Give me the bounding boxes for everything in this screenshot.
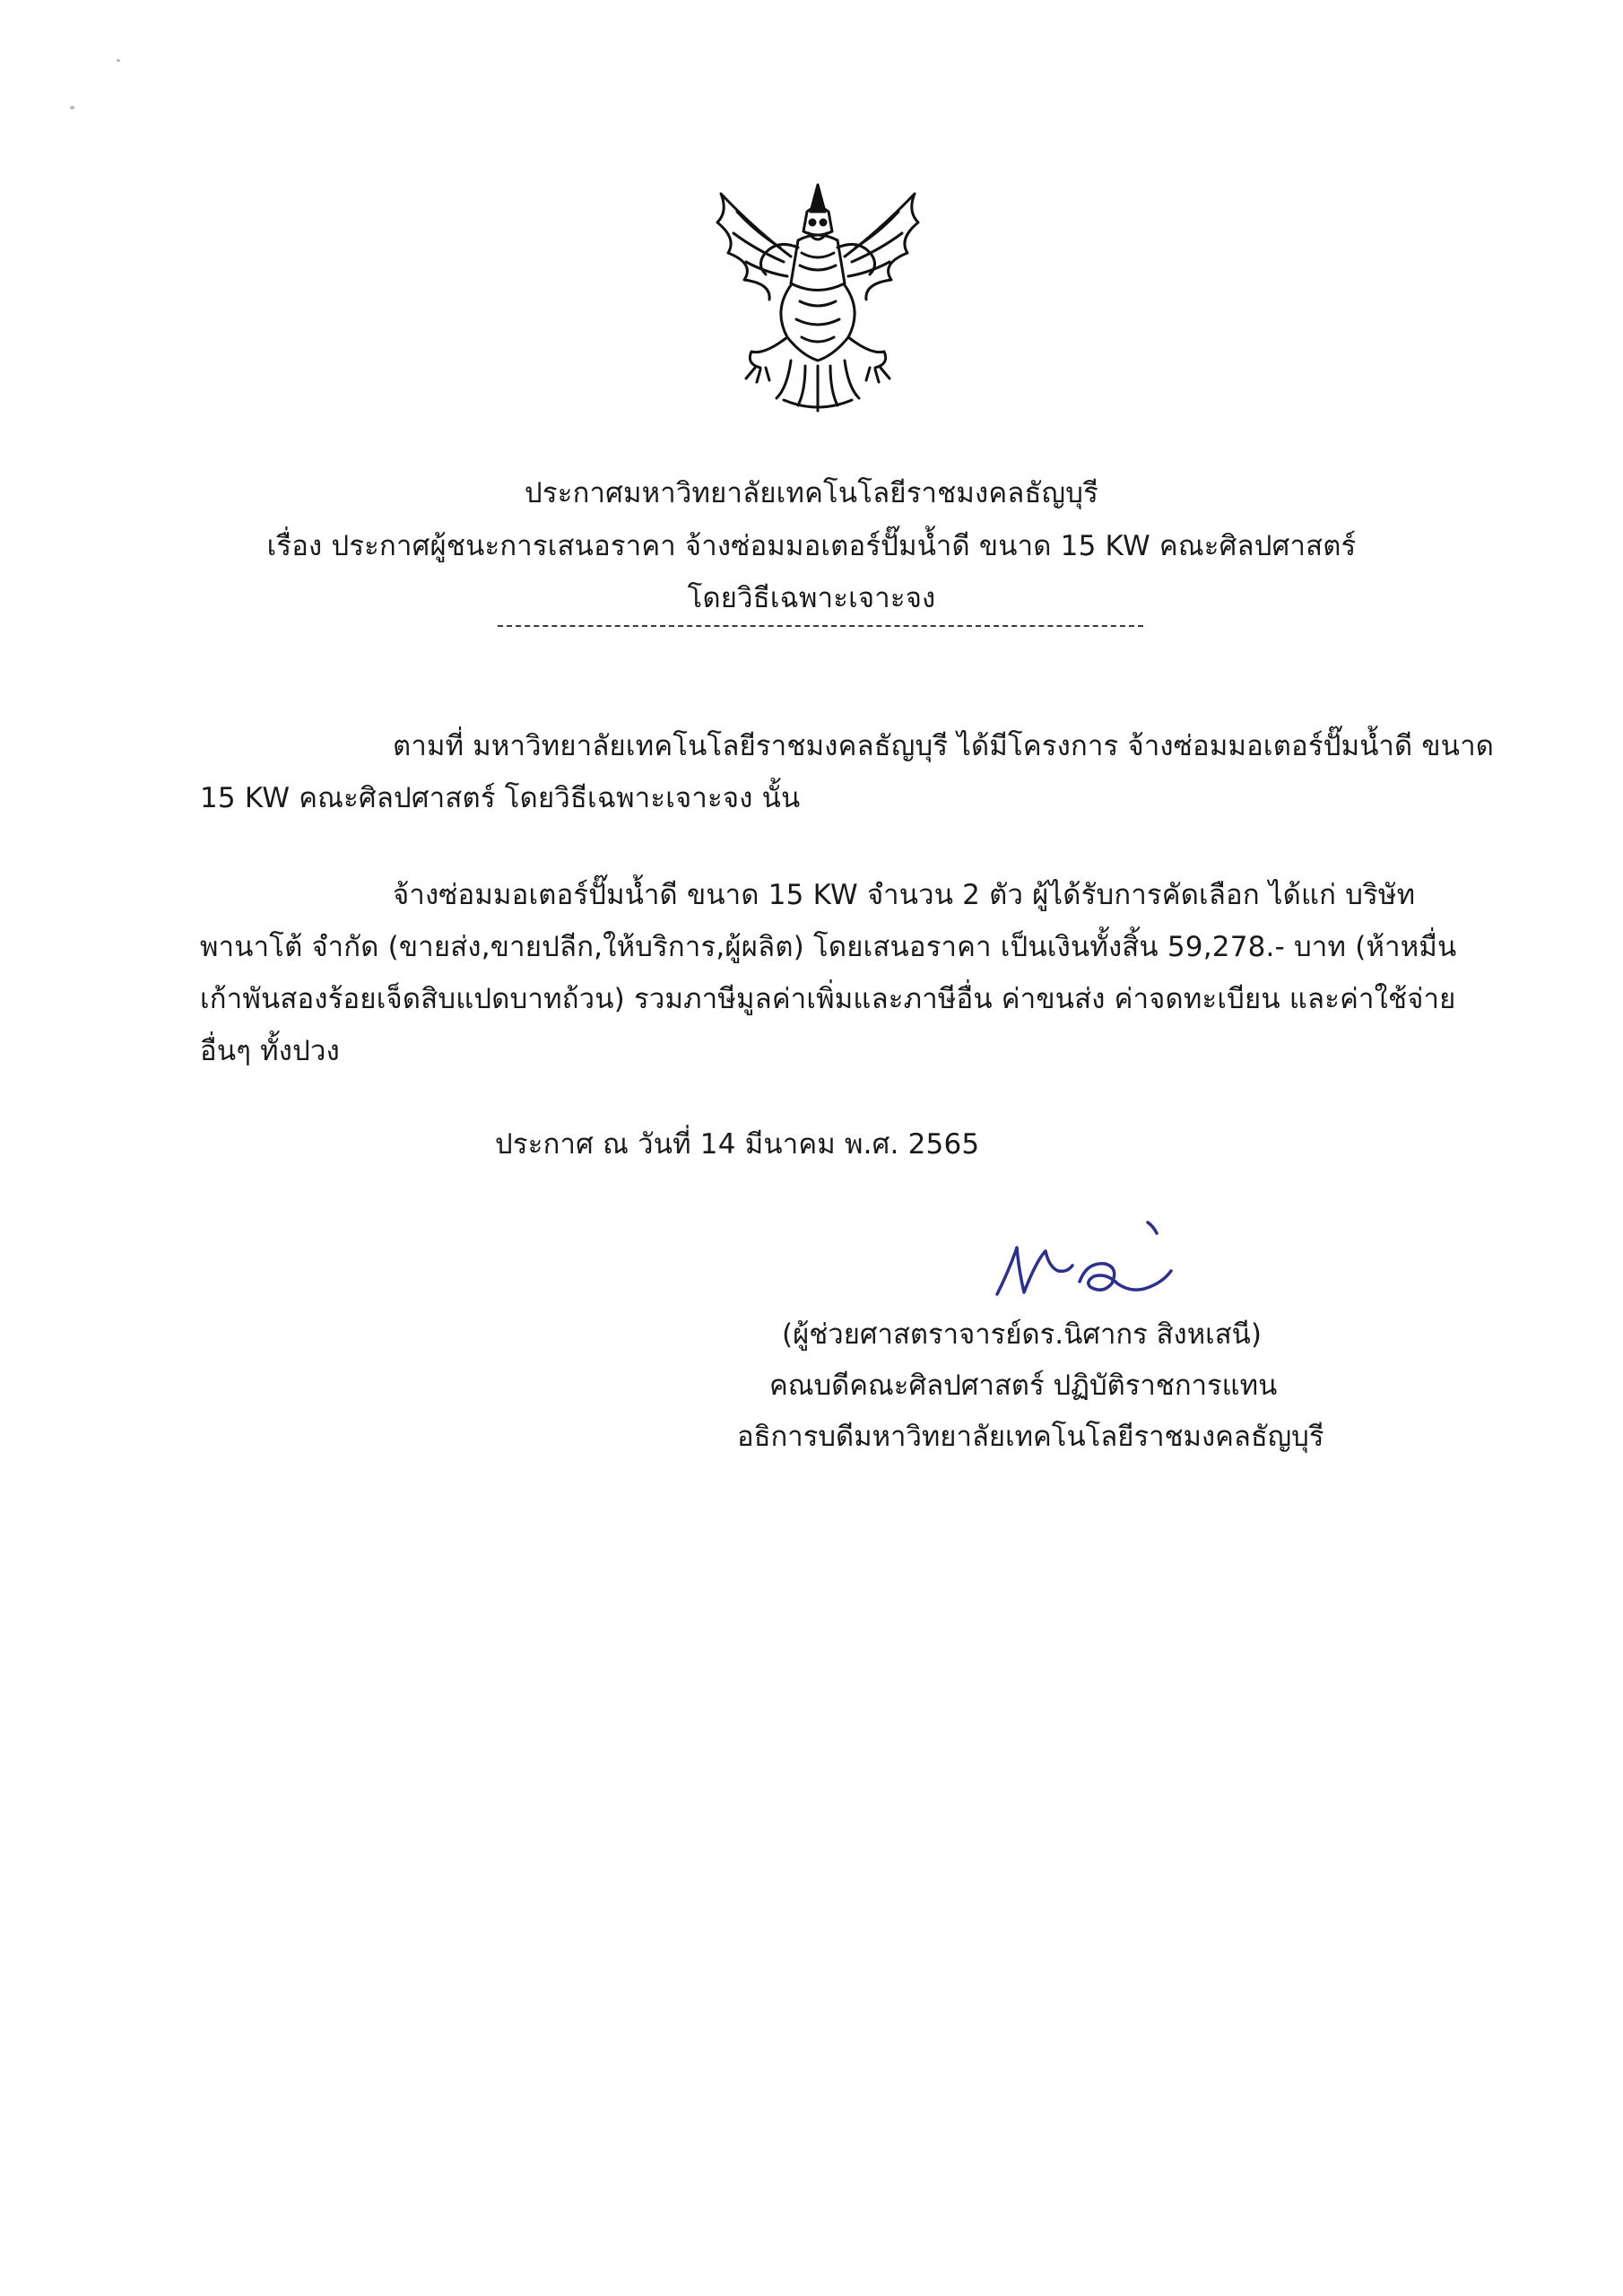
announcement-subject: เรื่อง ประกาศผู้ชนะการเสนอราคา จ้างซ่อมมอเตอร์ปั๊มน้ำดี ขนาด 15 KW คณะศิลปศาสตร์: [266, 530, 1357, 562]
paragraph-1-line: ตามที่ มหาวิทยาลัยเทคโนโลยีราชมงคลธัญบุรี ได้มีโครงการ จ้างซ่อมมอเตอร์ปั๊มน้ำดี ขนาด: [393, 730, 1495, 762]
handwritten-signature: [986, 1206, 1211, 1314]
announcement-date: ประกาศ ณ วันที่ 14 มีนาคม พ.ศ. 2565: [495, 1128, 980, 1161]
header-divider: [498, 625, 1143, 627]
signatory-on-behalf: อธิการบดีมหาวิทยาลัยเทคโนโลยีราชมงคลธัญบุรี: [737, 1421, 1324, 1453]
scan-speck: [70, 106, 74, 109]
paragraph-2-line: อื่นๆ ทั้งปวง: [200, 1035, 340, 1067]
scan-speck: [117, 59, 120, 62]
paragraph-1-line: 15 KW คณะศิลปศาสตร์ โดยวิธีเฉพาะเจาะจง นั้น: [200, 782, 801, 814]
paragraph-2-line: พานาโต้ จำกัด (ขายส่ง,ขายปลีก,ให้บริการ,ผู้ผลิต) โดยเสนอราคา เป็นเงินทั้งสิ้น 59,278.- บาท (ห้าหมื่น: [200, 931, 1457, 963]
announcement-method: โดยวิธีเฉพาะเจาะจง: [687, 582, 936, 614]
signatory-name: (ผู้ช่วยศาสตราจารย์ดร.นิศากร สิงหเสนี): [782, 1318, 1262, 1351]
signatory-position: คณบดีคณะศิลปศาสตร์ ปฏิบัติราชการแทน: [769, 1370, 1278, 1402]
announcement-title: ประกาศมหาวิทยาลัยเทคโนโลยีราชมงคลธัญบุรี: [525, 477, 1098, 509]
paragraph-2-line: จ้างซ่อมมอเตอร์ปั๊มน้ำดี ขนาด 15 KW จำนวน 2 ตัว ผู้ได้รับการคัดเลือก ได้แก่ บริษัท: [393, 879, 1416, 911]
paragraph-2-line: เก้าพันสองร้อยเจ็ดสิบแปดบาทถ้วน) รวมภาษีมูลค่าเพิ่มและภาษีอื่น ค่าขนส่ง ค่าจดทะเบียน และค่าใช้จ่าย: [200, 983, 1456, 1015]
garuda-emblem-icon: [701, 176, 934, 418]
